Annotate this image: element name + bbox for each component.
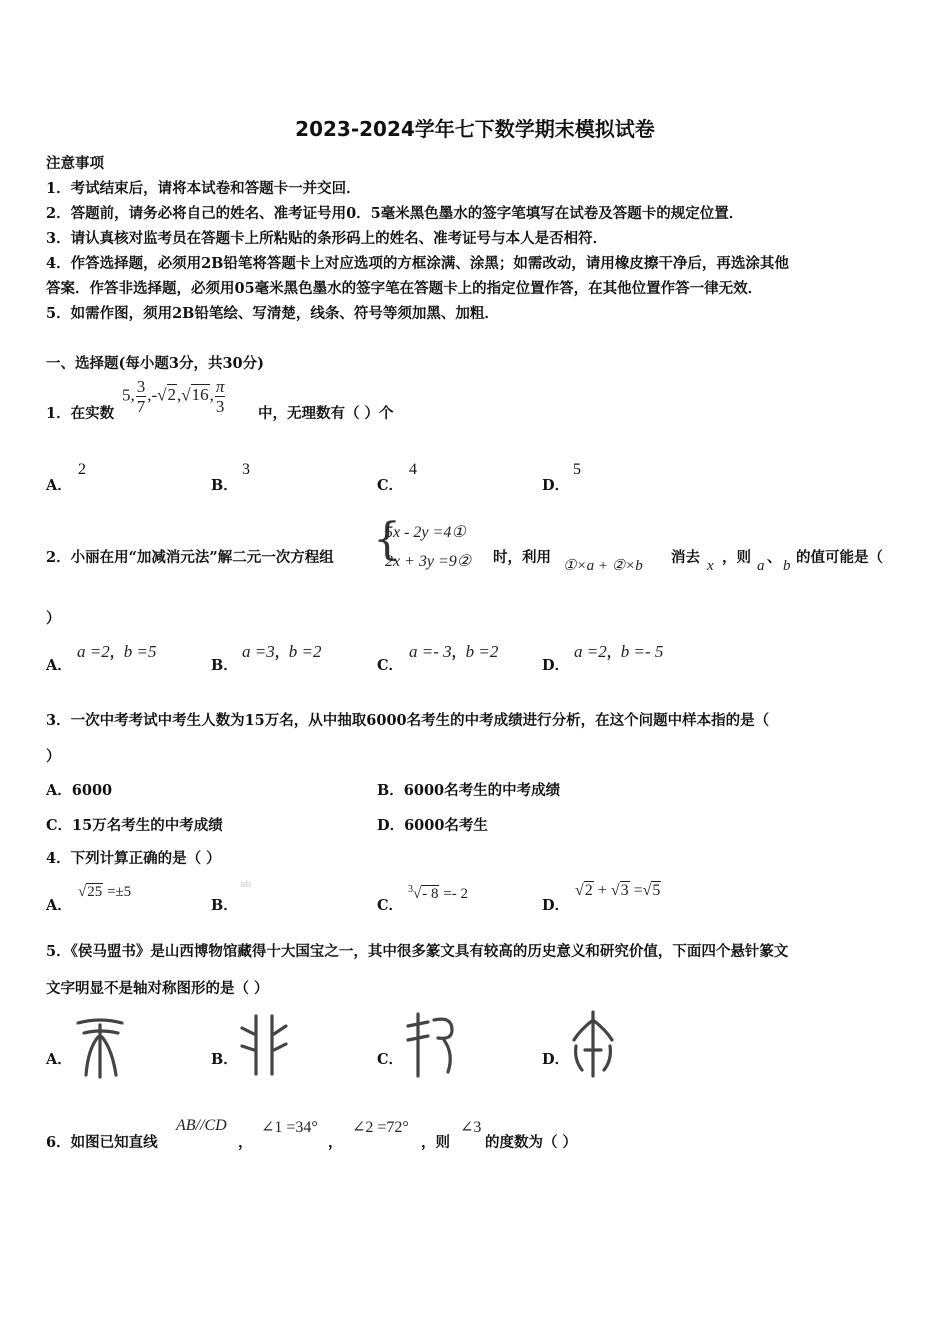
seal-glyph-d-icon [568, 1010, 618, 1078]
q1-option-a-label[interactable]: A． [46, 477, 72, 494]
q3-close-paren: ） [46, 748, 61, 765]
q2-suffix: 的值可能是（ [796, 549, 883, 566]
q2-option-b-label[interactable]: B． [211, 657, 238, 674]
notes-item: 答案．作答非选择题，必须用05毫米黑色墨水的签字笔在答题卡上的指定位置作答，在其他位置作答一律无效． [46, 280, 763, 297]
q1-option-b-value: 3 [242, 461, 250, 478]
q6-comma-1: ， [238, 1134, 253, 1151]
q2-var-b: b [783, 558, 791, 574]
q2-option-b-value: a =3，b =2 [242, 642, 322, 661]
q6-angle-1: ∠1 =34° [261, 1119, 318, 1136]
q4-option-c-label[interactable]: C． [377, 897, 404, 914]
q2-text-2: 消去 [671, 549, 700, 566]
q1-option-c-label[interactable]: C． [377, 477, 404, 494]
q4-option-a-value: √25 =±5 [78, 884, 132, 900]
q4-option-a-label[interactable]: A． [46, 897, 72, 914]
section-heading: 一、选择题(每小题3分，共30分) [46, 355, 264, 372]
q2-text-1: 时，利用 [493, 549, 551, 566]
q2-close-paren: ） [46, 610, 61, 627]
q6-angle-2: ∠2 =72° [352, 1119, 409, 1136]
q5-option-d-label[interactable]: D． [542, 1051, 570, 1068]
q2-var-a: a [757, 558, 765, 574]
q6-text: ，则 [421, 1134, 450, 1151]
q2-option-c-value: a =- 3，b =2 [409, 642, 499, 661]
q3-option-c[interactable]: C．15万名考生的中考成绩 [46, 817, 223, 834]
q2-option-a-label[interactable]: A． [46, 657, 72, 674]
q4-option-d-value: √2 + √3 =√5 [575, 882, 661, 899]
equation-brace: { [373, 514, 401, 565]
q1-option-d-value: 5 [573, 461, 581, 478]
q2-equation-2: 2x + 3y =9② [385, 553, 472, 570]
q6-suffix: 的度数为（ ） [485, 1134, 578, 1151]
q4-text: 4．下列计算正确的是（ ） [46, 850, 221, 867]
q1-option-d-label[interactable]: D． [542, 477, 570, 494]
q6-angle-3: ∠3 [460, 1119, 482, 1136]
q2-equation-1: 5x - 2y =4① [385, 524, 466, 541]
q2-option-a-value: a =2，b =5 [77, 642, 157, 661]
notes-item: 4．作答选择题，必须用2B铅笔将答题卡上对应选项的方框涂满、涂黑；如需改动，请用橡皮擦干净后，再选涂其他 [46, 255, 789, 272]
page-title: 2023-2024学年七下数学期末模拟试卷 [295, 117, 655, 141]
q6-parallel-lines: AB//CD [176, 1117, 227, 1134]
q6-prefix: 6．如图已知直线 [46, 1134, 158, 1151]
seal-glyph-a-icon [74, 1015, 126, 1079]
notes-item: 3．请认真核对监考员在答题卡上所粘贴的条形码上的姓名、准考证号与本人是否相符． [46, 230, 608, 247]
q2-expression: ①×a + ②×b [563, 558, 643, 574]
q2-option-d-value: a =2，b =- 5 [574, 642, 664, 661]
q4-option-c-value: $^3$√- 8 =- 2 [408, 884, 468, 902]
q6-comma-2: ， [328, 1134, 343, 1151]
q1-numbers: 5, $\frac{3}{7}$ ,-√2,√16, $\frac{\pi}{3}$ [122, 377, 225, 416]
q3-text: 3．一次中考考试中考生人数为15万名，从中抽取6000名考生的中考成绩进行分析，在这个问题中样本指的是（ [46, 712, 770, 729]
q2-prefix: 2．小丽在用“加减消元法”解二元一次方程组 [46, 549, 334, 566]
q3-option-a[interactable]: A．6000 [46, 782, 113, 799]
q2-separator: 、 [767, 549, 782, 566]
q1-option-a-value: 2 [78, 461, 86, 478]
q4-option-d-label[interactable]: D． [542, 897, 570, 914]
q5-text-line-1: 5．《侯马盟书》是山西博物馆藏得十大国宝之一，其中很多篆文具有较高的历史意义和研究价值，下面四个悬针篆文 [46, 943, 789, 960]
q1-option-b-label[interactable]: B． [211, 477, 238, 494]
q5-option-a-label[interactable]: A． [46, 1051, 72, 1068]
notes-item: 1．考试结束后，请将本试卷和答题卡一并交回． [46, 180, 361, 197]
q1-option-c-value: 4 [409, 461, 417, 478]
q2-var-x: x [707, 558, 714, 574]
seal-glyph-c-icon [404, 1010, 460, 1078]
q2-option-d-label[interactable]: D． [542, 657, 570, 674]
q2-text-3: ，则 [722, 549, 751, 566]
notes-item: 5．如需作图，须用2B铅笔绘、写清楚，线条、符号等须加黑、加粗． [46, 305, 499, 322]
q5-option-c-label[interactable]: C． [377, 1051, 404, 1068]
q3-option-b[interactable]: B．6000名考生的中考成绩 [377, 782, 561, 799]
q2-option-c-label[interactable]: C． [377, 657, 404, 674]
q4-option-b-label[interactable]: B． [211, 897, 238, 914]
seal-glyph-b-icon [238, 1012, 290, 1078]
notes-heading: 注意事项 [46, 155, 104, 172]
q1-prefix: 1．在实数 [46, 405, 115, 422]
q5-text-line-2: 文字明显不是轴对称图形的是（ ） [46, 980, 269, 997]
notes-item: 2．答题前，请务必将自己的姓名、准考证号用0．5毫米黑色墨水的签字笔填写在试卷及答题卡的规定位置． [46, 205, 744, 222]
q5-option-b-label[interactable]: B． [211, 1051, 238, 1068]
q4-option-b-faint-formula: ab [240, 880, 252, 890]
q1-suffix: 中，无理数有（ ）个 [258, 405, 394, 422]
q3-option-d[interactable]: D．6000名考生 [377, 817, 488, 834]
